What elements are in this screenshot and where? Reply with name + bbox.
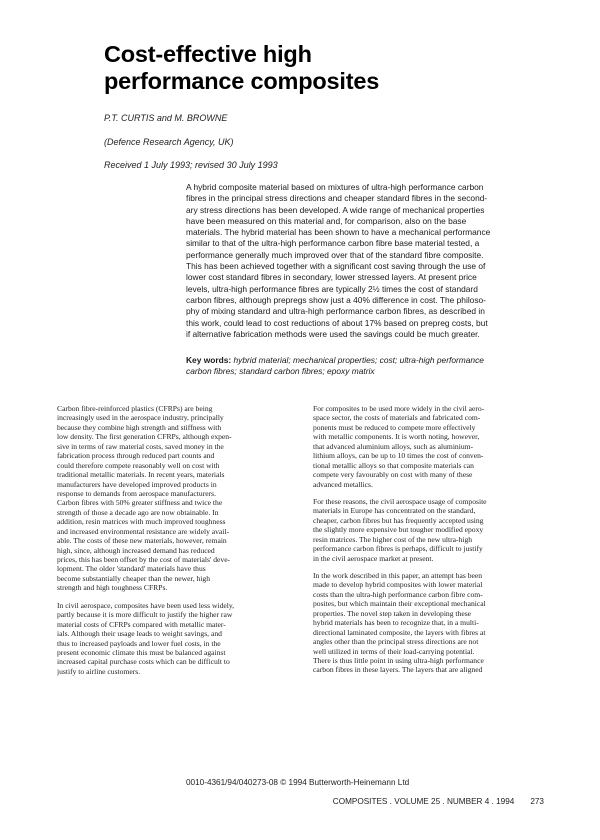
body-paragraph (57, 601, 293, 677)
body-line: strength and high toughness CFRPs. (57, 583, 168, 593)
body-line: because they combine high strength and stiffness with (57, 422, 222, 432)
body-line: directional laminated composite, the layers with fibres at (313, 627, 486, 637)
body-line: For composites to be used more widely in the civil aero- (313, 404, 485, 413)
keywords-line-2: carbon fibres; standard carbon fibres; epoxy matrix (186, 366, 375, 377)
abstract-line: this work, could lead to cost reductions of about 17% based on prepreg costs, but (186, 317, 488, 328)
abstract-line: performance generally much improved over that of the standard fibre composite. (186, 249, 484, 260)
body-line: costs than the ultra-high performance carbon fibre com- (313, 589, 483, 599)
body-line: made to develop hybrid composites with lower material (313, 580, 483, 590)
received-dates: Received 1 July 1993; revised 30 July 1993 (104, 160, 278, 170)
body-line: prices, this has been offset by the cost of materials' deve- (57, 555, 231, 564)
abstract-line: lower cost standard fibres in secondary, lower stressed layers. At present price (186, 272, 477, 283)
body-line: thus to increased payloads and lower fuel costs, in the (57, 638, 221, 648)
body-line: resin matrices. The higher cost of the new ultra-high (313, 534, 473, 544)
keywords (186, 355, 526, 378)
body-paragraph (313, 404, 549, 489)
abstract-line: ary stress directions has been developed. A wide range of mechanical properties (186, 204, 485, 215)
authors: P.T. CURTIS and M. BROWNE (104, 113, 228, 123)
body-line: in the civil aerospace market at present. (313, 553, 434, 563)
body-line: There is thus little point in using ultra-high performance (313, 655, 484, 665)
page-number: 273 (530, 797, 544, 806)
body-line: lopment. The older 'standard' materials have thus (57, 564, 206, 574)
abstract-line: materials. The hybrid material has been shown to have a mechanical performance (186, 227, 491, 238)
body-line: well utilized in terms of their load-carrying potential. (313, 646, 475, 656)
body-line: carbon fibres in these layers. The layers that are aligned (313, 665, 483, 675)
running-footer (333, 797, 544, 806)
body-line: For these reasons, the civil aerospace usage of composite (313, 496, 487, 506)
keywords-line-1 (186, 355, 526, 366)
left-column (57, 404, 293, 684)
abstract-line: phy of mixing standard and ultra-high performance carbon fibres, as described in (186, 306, 485, 317)
body-line: materials in Europe has concentrated on the standard, (313, 506, 476, 516)
body-line: In civil aerospace, composites have been used less widely, (57, 600, 235, 610)
right-column (313, 404, 549, 683)
body-line: and increased environmental resistance are widely avail- (57, 526, 230, 536)
body-line: become substantially cheaper than the newer, high (57, 573, 210, 583)
body-line: Carbon fibres with 50% greater stiffness and twice the (57, 498, 223, 508)
abstract-line: carbon fibres, although prepregs show just a 40% difference in cost. The philoso- (186, 294, 486, 305)
body-line: increasingly used in the aerospace industry, principally (57, 413, 224, 423)
article-title (104, 41, 544, 95)
body-line: fabrication process through reduced part counts and (57, 451, 215, 461)
affiliation: (Defence Research Agency, UK) (104, 137, 234, 147)
body-line: high, since, although increased demand has reduced (57, 545, 215, 555)
body-line: properties. The novel step taken in developing these (313, 608, 472, 618)
abstract-line: A hybrid composite material based on mixtures of ultra-high performance carbon (186, 182, 484, 192)
body-line: ponents must be reduced to compete more effectively (313, 422, 476, 432)
body-line: with metallic components. It is worth noting, however, (313, 432, 480, 442)
abstract (186, 182, 520, 340)
body-line: cheaper, carbon fibres but has frequently accepted using (313, 515, 484, 525)
body-line: traditional metallic materials. In recent years, materials (57, 470, 225, 480)
body-line: performance carbon fibres is perhaps, difficult to justify (313, 544, 483, 554)
body-paragraph (313, 571, 549, 675)
abstract-line: This has been achieved together with a significant cost saving through the use of (186, 261, 486, 272)
body-line: manufacturers have developed improved products in (57, 479, 217, 489)
body-line: angles other than the principal stress directions are not (313, 637, 479, 647)
body-line: response to demands from aerospace manufacturers. (57, 488, 216, 498)
body-line: justify to airline customers. (57, 666, 141, 676)
abstract-line: fibres in the principal stress directions and cheaper standard fibres in the second- (186, 193, 488, 204)
body-line: In the work described in this paper, an attempt has been (313, 571, 483, 580)
body-line: addition, resin matrices with much improved toughness (57, 517, 226, 527)
body-line: compete very favourably on cost with many of these (313, 470, 473, 480)
body-line: that advanced aluminium alloys, such as aluminium- (313, 441, 474, 451)
body-line: advanced metallics. (313, 479, 373, 489)
abstract-line: levels, ultra-high performance fibres are typically 2½ times the cost of standard (186, 283, 478, 294)
body-line: tional metallic alloys so that composite materials can (313, 460, 474, 470)
body-line: the slightly more expensive but tougher modified epoxy (313, 525, 484, 535)
body-line: increased capital purchase costs which can be difficult to (57, 657, 230, 667)
body-line: posites, but which maintain their exceptional mechanical (313, 599, 486, 609)
title-line-2: performance composites (104, 68, 380, 94)
body-line: hybrid materials has been to recognize that, in a multi- (313, 618, 479, 628)
title-line-1: Cost-effective high (104, 41, 312, 67)
abstract-line: if alternative fabrication methods were used the savings could be much greater. (186, 328, 480, 339)
body-line: sive in terms of raw material costs, saved money in the (57, 441, 224, 451)
body-line: could therefore compete reasonably well on cost with (57, 460, 220, 470)
body-line: ials. Although their usage leads to weight savings, and (57, 629, 222, 639)
body-line: present economic climate this must be balanced against (57, 647, 226, 657)
abstract-line: similar to that of the ultra-high performance carbon fibre base material tested, a (186, 238, 480, 249)
journal-info: COMPOSITES . VOLUME 25 . NUMBER 4 . 1994 (332, 797, 515, 806)
body-line: partly because it is more difficult to justify the higher raw (57, 610, 233, 620)
copyright-code: 0010-4361/94/040273-08 © 1994 Butterworth-Heinemann Ltd (186, 778, 410, 787)
body-line: space sector, the costs of materials and fabricated com- (313, 413, 481, 423)
abstract-line: have been measured on this material and, for comparison, also on the base (186, 215, 467, 226)
body-line: able. The costs of these new materials, however, remain (57, 536, 227, 546)
body-paragraph (313, 497, 549, 563)
body-line: low density. The first generation CFRPs, although expen- (57, 432, 232, 442)
keywords-text: hybrid material; mechanical properties; cost; ultra-high performance (233, 355, 484, 365)
keywords-label: Key words: (186, 355, 232, 365)
body-line: strength of those a decade ago are now obtainable. In (57, 507, 219, 517)
body-line: material costs of CFRPs compared with metallic mater- (57, 619, 226, 629)
body-line: lithium alloys, can be up to 10 times the cost of conven- (313, 451, 484, 461)
body-line: Carbon fibre-reinforced plastics (CFRPs) are being (57, 404, 213, 413)
body-paragraph (57, 404, 293, 593)
